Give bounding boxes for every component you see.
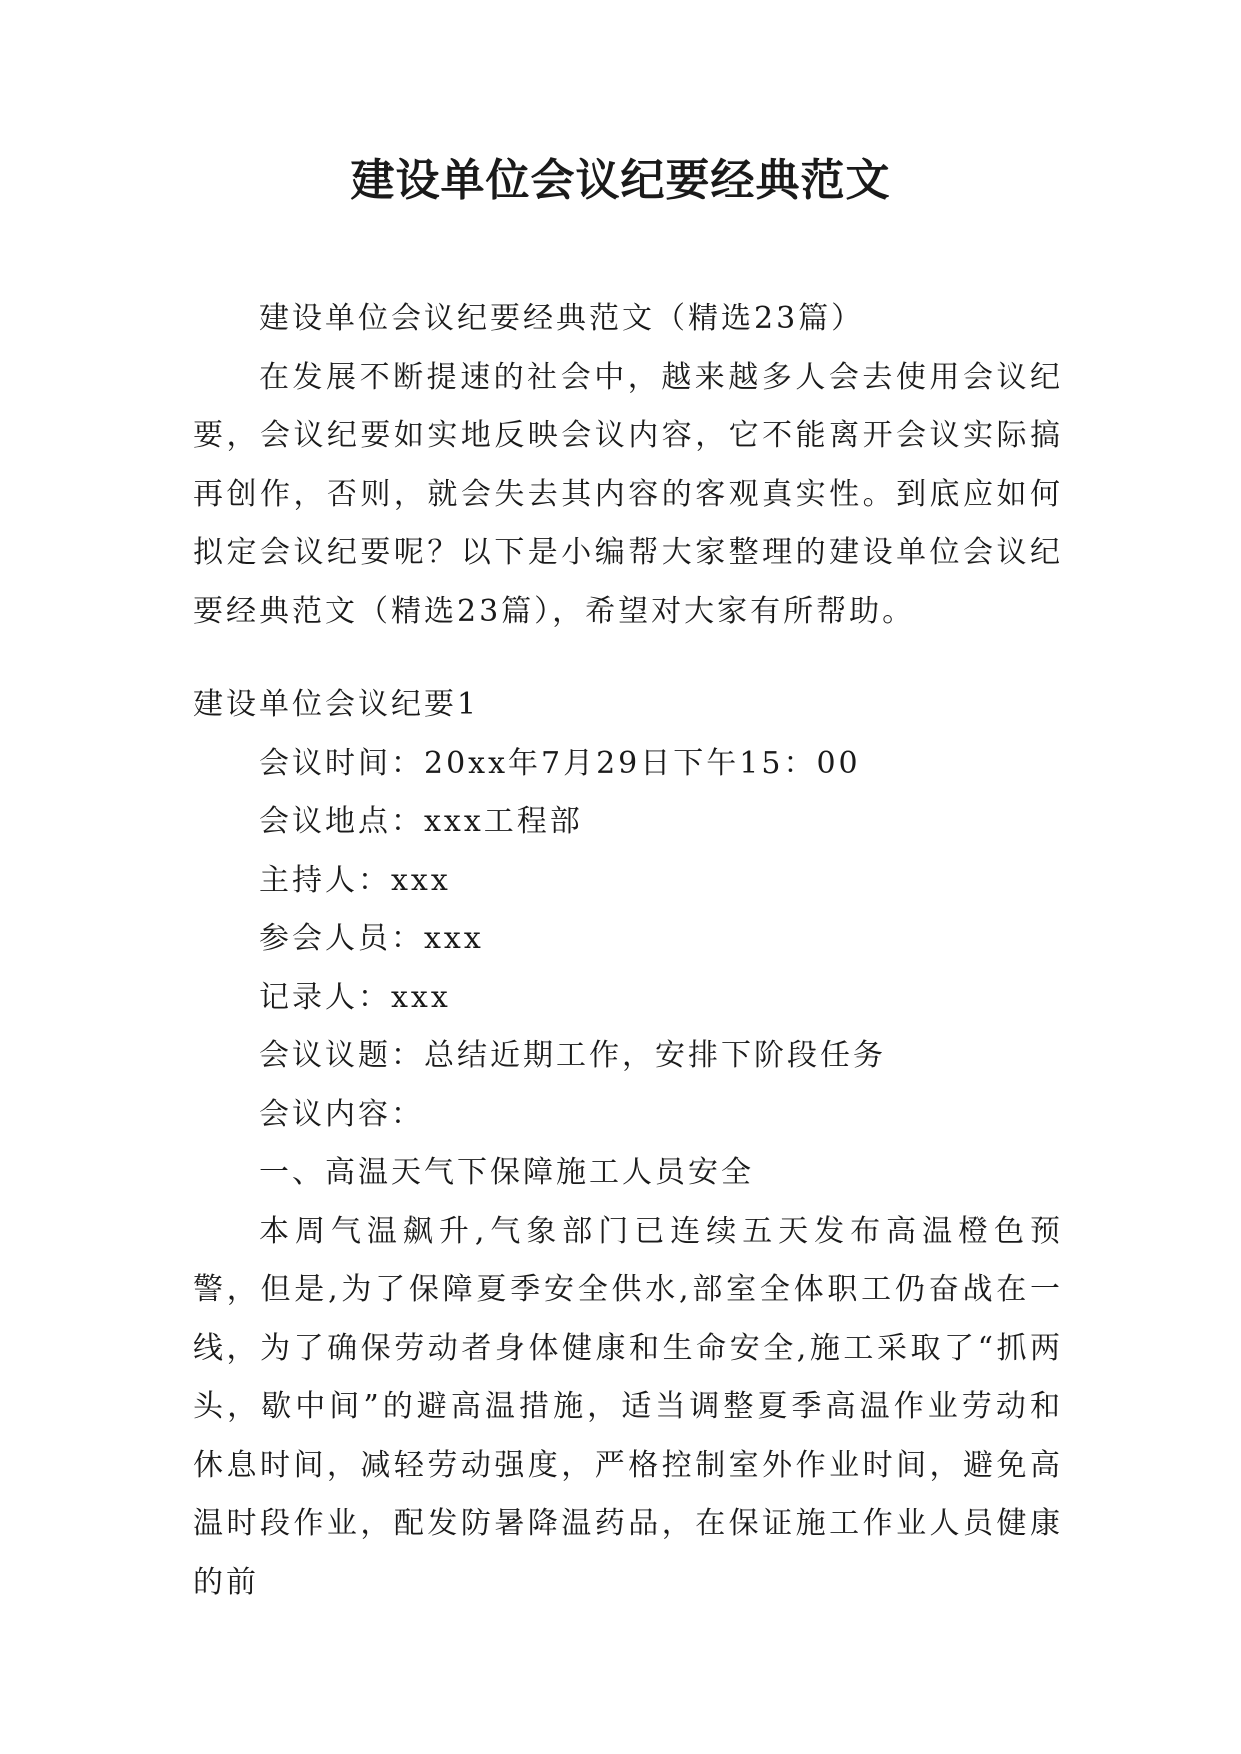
document-title: 建设单位会议纪要经典范文 — [350, 155, 891, 206]
meeting-attendees: 参会人员：xxx — [259, 921, 484, 956]
spacer — [193, 641, 1063, 676]
meeting-time: 会议时间：20xx年7月29日下午15：00 — [259, 745, 861, 781]
intro-paragraph: 在发展不断提速的社会中，越来越多人会去使用会议纪要，会议纪要如实地反映会议内容，它不能离开会议实际搞再创作，否则，就会失去其内容的客观真实性。到底应如何拟定会议纪要呢？以下是小编帮大家整理的建设单位会议纪要经典范文（精选23篇），希望对大家有所帮助。 — [193, 359, 1063, 629]
document-body — [193, 290, 1063, 1612]
meeting-place: 会议地点：xxx工程部 — [259, 804, 583, 839]
section-heading: 建设单位会议纪要1 — [193, 687, 480, 722]
meeting-recorder: 记录人：xxx — [259, 979, 451, 1015]
meeting-content-label: 会议内容： — [259, 1096, 424, 1132]
meeting-topic: 会议议题：总结近期工作，安排下阶段任务 — [259, 1038, 886, 1073]
item-one-heading: 一、高温天气下保障施工人员安全 — [259, 1155, 754, 1190]
document-subtitle: 建设单位会议纪要经典范文（精选23篇） — [259, 301, 865, 336]
item-one-body: 本周气温飙升,气象部门已连续五天发布高温橙色预警，但是,为了保障夏季安全供水,部室全体职工仍奋战在一线，为了确保劳动者身体健康和生命安全,施工采取了“抓两头，歇中间”的避高温措施，适当调整夏季高温作业劳动和休息时间，减轻劳动强度，严格控制室外作业时间，避免高温时段作业，配发防暑降温药品，在保证施工作业人员健康的前 — [193, 1213, 1063, 1600]
meeting-host: 主持人：xxx — [259, 862, 451, 898]
